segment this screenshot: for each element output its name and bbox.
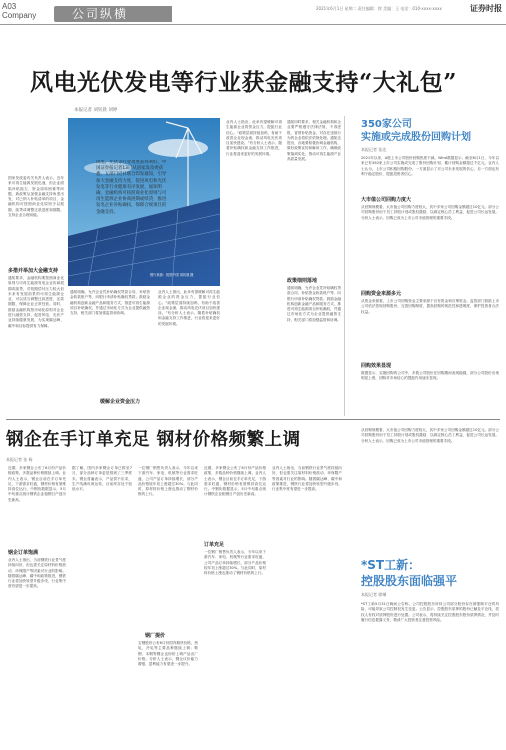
- story-right1-body: 2021年以来，A股上市公司股份回购热度不减。Wind数据显示，截至6月1日，今年以来已有350家上市公司实施或完成了股份回购计划，累计回购金额超过千亿元。业内人士认为，上市公司积极回购股份，一方面显示了对公司未来发展的信心，另一方面也有利于稳定股价、提振投资者信心。: [361, 156, 499, 176]
- story1-body-b: 通知要求，金融机构要按照商业化原则与可再生能源发电企业协商展期或续贷，对短期偿付压力较大但未来有发展前景的可再生能源企业，可以适当调整还款进度、还款期限，保障企业正常经营。同时，鼓励金融机构按市场化原则对企业进行融资支持，促进风电、光伏产业持续健康发展，为实现碳达峰、碳中和目标提供有力保障。: [8, 276, 64, 328]
- story-right1-headline: [361, 118, 471, 144]
- story2-subhead-1: 钢企订单饱满: [8, 550, 39, 556]
- story1-byline: 本报记者 刘钊晨 刘婷: [74, 108, 118, 113]
- story2-byline: 本报记者 张 杨: [6, 457, 33, 462]
- story2-headline: 钢企在手订单充足 钢材价格频繁上调: [6, 430, 301, 450]
- date-line: 2021年6月1日 星期二 责任编辑：徐 美编：王 电话：010-xxxx-xxxx: [316, 6, 442, 11]
- story1-body-a: 国家发改委有关负责人表示，近年来可再生能源发展迅速，但企业面临补贴拖欠、资金周转困难等问题，新政策从加强金融支持角度出发，对已纳入补贴清单的项目，金融机构可按照商业化原则予以展期、续贷或调整还款进度和期限，支持企业合理用能。: [8, 176, 64, 218]
- story-right2-byline: 本报记者 徐琳: [361, 592, 387, 597]
- page-section-label: [2, 2, 36, 20]
- story-right1-headline-line2: 实施或完成股份回购计划: [361, 132, 471, 143]
- story-right2-headline-line1: *ST工新：: [361, 558, 421, 572]
- story-right1-continued: 从回购规模看，大市值公司回购力度较大，其中多家公司回购金额超过10亿元。部分公司回购股份用于员工持股计划或股权激励，以绑定核心员工利益，促进公司长远发展。分析人士表示，回购已成为上市公司市值管理的重要手段。: [361, 428, 499, 443]
- page-code: A03: [2, 2, 17, 11]
- story2-body-f: 近期，多家钢企公布了6月份产品价格政策，多数品种价格继续上调。业内人士表示，钢企目前在手订单充足，下游需求旺盛，钢材价格有望维持高位运行。中钢协数据显示，5月中旬重点统计钢铁企业粗钢日产创历史新高。: [204, 466, 266, 497]
- column-separator: [344, 116, 345, 416]
- story2-body-e: 宝钢股份公布6月份国内期货价格，热轧、冷轧等主要品种继续上调；鞍钢、本钢等钢企也纷纷上调产品出厂价格。分析人士表示，钢企议价能力增强，盈利能力有望进一步提升。: [138, 641, 198, 667]
- story1-body-f: 通知同时要求，相关金融机构和企业要严格遵守法律法规，不得虚报、冒领补贴资金，对存在违规行为的企业将依法依规处理。通知还提出，各地要积极协调金融机构，做好政策宣传和解读工作，确保政策落到实处，推动可再生能源产业高质量发展。: [287, 120, 341, 162]
- story1-subhead-3: 政策细则落地: [287, 278, 318, 284]
- story1-body-d: 业内人士指出，此举有望缓解可再生能源企业的资金压力，提振行业信心。“政策层面持续加码，有助于改善企业现金流，推动风电光伏项目加快建设。”有分析人士表示，随着补贴确权和金融支持工作推进，行业将迎来更好的发展环境。: [158, 290, 220, 326]
- story1-subhead-1: 多措并举加大金融支持: [8, 268, 59, 274]
- section-title: 公司纵横: [72, 7, 129, 21]
- story2-body-b: 业内人士指出，当前钢铁行业景气度持续向好，但也需关注原材料价格波动、环保限产等因素对行业的影响。随着碳达峰、碳中和政策推进，钢铁行业将加快转型升级步伐，行业集中度有望进一步提高。: [8, 558, 66, 589]
- story2-body-d: 一位钢厂销售负责人表示，今年以来下游汽车、家电、机械等行业需求旺盛，公司产品订单持续增长，部分产品价格较年初上涨超过30%。与此同时，原材料价格上涨也推动了钢材价格的上行。: [138, 466, 198, 497]
- story-right1-headline-line1: 350家公司: [361, 119, 412, 130]
- story-right1-byline: 本报记者 张达: [361, 147, 387, 152]
- section-english: Company: [2, 11, 37, 20]
- story-right2-body: *ST工新5月31日晚间公告称，公司控股股东所持公司部分股份存在被强制平仓的风险，可能导致公司控制权发生变更。公告显示，控股股东质押的股份已触及平仓线，质权人有权对质押股份进行处置。公司表示，将持续关注控股股东股份质押情况，并及时履行信息披露义务，敬请广大投资者注意投资风险。: [361, 602, 499, 622]
- story1-headline: 风电光伏发电等行业获金融支持“大礼包”: [30, 69, 457, 96]
- story1-subhead-2: 缓解企业资金压力: [100, 399, 141, 405]
- story2-body-a: 近期，多家钢企公布了6月份产品价格政策，多数品种价格继续上调。业内人士表示，钢企目前在手订单充足，下游需求旺盛，钢材价格有望维持高位运行。中钢协数据显示，5月中旬重点统计钢铁企业粗钢日产创历史新高。: [8, 466, 66, 502]
- story2-body-g: 一位钢厂销售负责人表示，今年以来下游汽车、家电、机械等行业需求旺盛，公司产品订单持续增长，部分产品价格较年初上涨超过30%。与此同时，原材料价格上涨也推动了钢材价格的上行。: [204, 550, 266, 576]
- photo-caption: 图片来源：视觉中国 刘钊晨 摄: [150, 273, 194, 277]
- story2-body-h: 业内人士指出，当前钢铁行业景气度持续向好，但也需关注原材料价格波动、环保限产等因素对行业的影响。随着碳达峰、碳中和政策推进，钢铁行业将加快转型升级步伐，行业集中度有望进一步提高。: [272, 466, 342, 492]
- story2-subhead-3: 订单充足: [204, 542, 225, 548]
- story2-body-c: 据了解，国内多家钢企订单已排至7月，部分品种订单更是排到了三季度末。钢企普遍表示，产品供不应求，生产线满负荷运转，目前库存处于较低水平。: [72, 466, 132, 492]
- story-right1-body-2: 从回购规模看，大市值公司回购力度较大，其中多家公司回购金额超过10亿元。部分公司回购股份用于员工持股计划或股权激励，以绑定核心员工利益，促进公司长远发展。分析人士表示，回购已成为上市公司市值管理的重要手段。: [361, 205, 499, 220]
- story-right2-headline-line2: 控股股东面临强平: [361, 574, 458, 588]
- story2-subhead-2: 钢厂提价: [145, 633, 166, 639]
- paper-name: 证券时报: [470, 3, 502, 13]
- story1-body-c: 通知明确，允许企业凭补贴确权贷款合同、补贴资金收款账户等，向银行申请补贴确权贷款；鼓励金融机构创新金融产品和服务方式，推进可再生能源项目补贴确权，并通过市场化方式为企业提供融资支持，相关部门将加强监管和协调。: [70, 290, 150, 316]
- story-right1-body-4: 数据显示，实施回购的公司中，多数公司股价在回购期间表现稳健，部分公司股价出现明显上涨，回购对市场信心的提振作用逐步显现。: [361, 371, 499, 381]
- story-right1-subhead-1: 大市值公司回购力度大: [361, 197, 412, 203]
- story1-body-e: 业内人士指出，此举有望缓解可再生能源企业的资金压力，提振行业信心。“政策层面持续加码，有助于改善企业现金流，推动风电光伏项目加快建设。”有分析人士表示，随着补贴确权和金融支持工作推进，行业将迎来更好的发展环境。: [226, 120, 282, 156]
- story-right1-body-3: 从资金来源看，上市公司回购资金主要来源于自有资金和自筹资金。监管部门鼓励上市公司依法依规回购股份，完善回购制度，提高回购的规范性和透明度，保护投资者合法权益。: [361, 299, 499, 314]
- section-rule: [6, 419, 500, 420]
- header-rule: [0, 24, 506, 25]
- story1-lead: 风电、光伏等行业再度获得利好。中国证券报记者13日从国家发改委获悉，五部门近日联合印发通知，引导加大金融支持力度，促进风电和光伏发电等行业健康有序发展，通知明确，金融机构可按照商业化原则与可再生能源企业协商展期或续贷，推进发电企业补贴确权，保障合规项目的金融支持。: [96, 160, 167, 215]
- story-right1-subhead-2: 回购资金来源多元: [361, 291, 402, 297]
- story1-body-g: 通知明确，允许企业凭补贴确权贷款合同、补贴资金收款账户等，向银行申请补贴确权贷款；鼓励金融机构创新金融产品和服务方式，推进可再生能源项目补贴确权，并通过市场化方式为企业提供融资支持，相关部门将加强监管和协调。: [287, 286, 341, 322]
- story-right1-subhead-3: 回购效果显现: [361, 363, 392, 369]
